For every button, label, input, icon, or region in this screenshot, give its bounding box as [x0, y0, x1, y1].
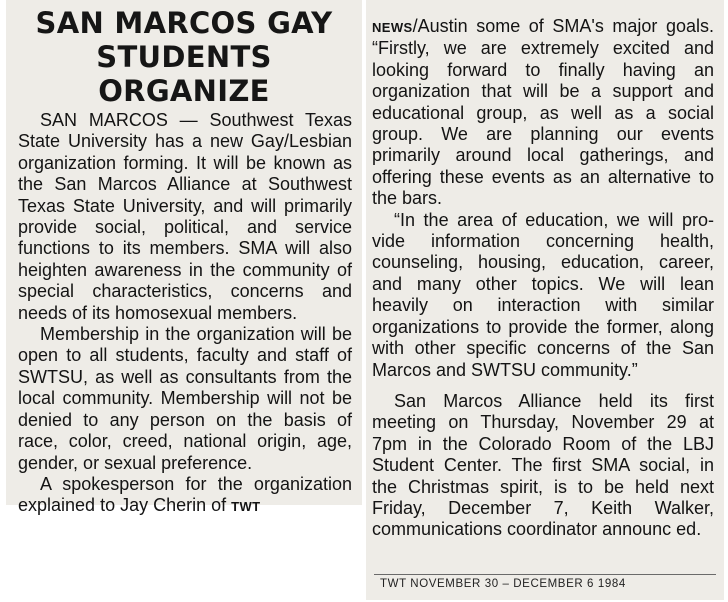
news-label: NEWS	[372, 20, 413, 35]
article-body-right	[366, 0, 724, 541]
article-body-left	[6, 108, 362, 518]
paragraph-1: SAN MARCOS — Southwest Texas State University has a new Gay/Lesbian organization forming. It will be known as the San Marcos Alliance at Southwest Texas State University, and will primarily provide social, political, and service functions to its members. SMA will also heighten awareness in the community of special characteristics, concerns and needs of its homosexual members.	[18, 110, 352, 323]
article-column-left	[6, 0, 362, 516]
headline-line-1: SAN MARCOS GAY	[35, 6, 333, 40]
twt-label: TWT	[231, 499, 261, 515]
paragraph-4: “In the area of education, we will provide information concerning health, counseling, housing, education, career, and many other topics. We will lean heavily on interaction with similar organizations to provide the former, along with other specific concerns of the San Marcos and SWTSU community.”	[372, 209, 714, 380]
article-column-right	[366, 0, 724, 600]
paragraph-2: Membership in the organization will be open to all students, faculty and staff of SWTSU, as well as consultants from the local community. Membership will not be denied to any person on the basis of race, color, creed, national origin, age, gender, or sexual preference.	[18, 324, 352, 473]
footer-rule	[374, 574, 716, 575]
paragraph-3-lead	[18, 474, 352, 518]
paragraph-3-lead-text: A spokesperson for the organization explained to Jay Cherin of	[18, 473, 352, 516]
paragraph-5: San Marcos Alliance held its first meeting on Thursday, November 29 at 7pm in the Colorado Room of the LBJ Student Center. The first SMA social, in the Christmas spirit, is to be held next Friday, December 7, Keith Walker, communications coordinator announc ed.	[372, 390, 714, 540]
headline	[6, 0, 362, 108]
paragraph-3-continued-text: /Austin some of SMA's major goals. “Firstly, we are extremely excited and looking forward to finally having an organization that will be a support and educational group, as well as a social group. We are planning our events primarily around local gatherings, and offering these events as an alternative to the bars.	[372, 16, 714, 209]
footer-dateline: TWT NOVEMBER 30 – DECEMBER 6 1984	[380, 578, 626, 590]
headline-line-2: STUDENTS ORGANIZE	[96, 40, 272, 108]
paragraph-3-continued	[372, 16, 714, 210]
